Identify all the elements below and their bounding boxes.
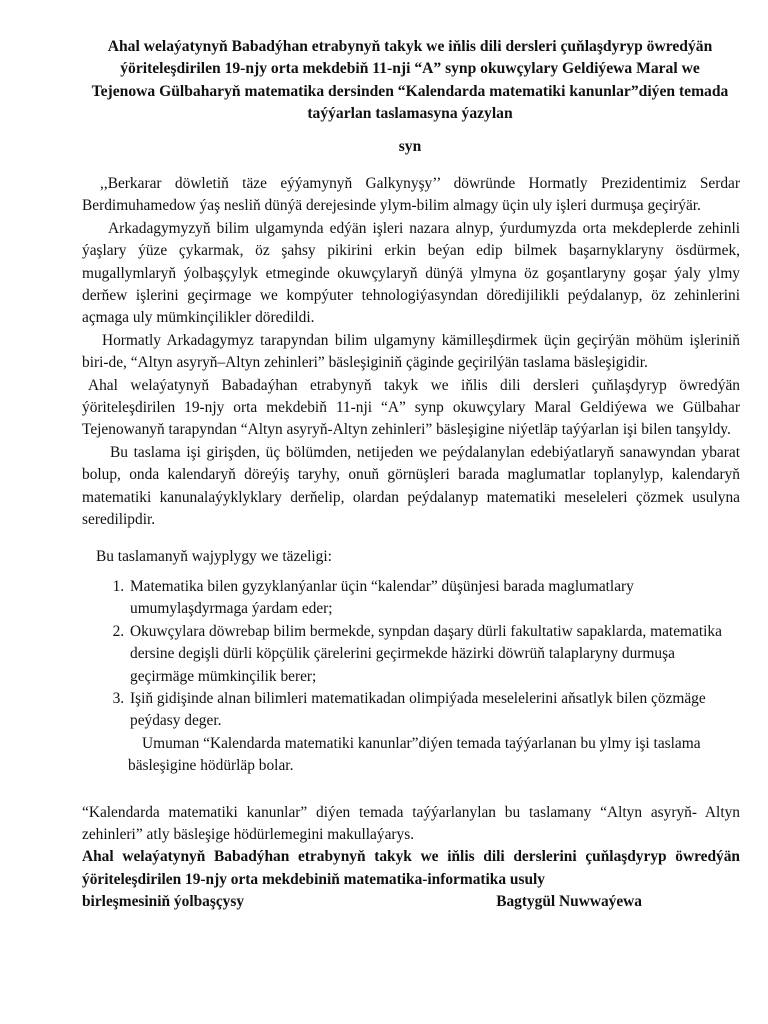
closing-paragraph: “Kalendarda matematiki kanunlar” diýen temada taýýarlanylan bu taslamany “Altyn asyryň- Altyn zehinleri” atly bäsleşige hödürlemegini makullaýarys.: [82, 803, 740, 843]
document-title: Ahal welaýatynyň Babadýhan etrabynyň takyk we iňlis dili dersleri çuňlaşdyryp öwredýän ýöriteleşdirilen 19-njy orta mekdebiň 11-nji “A” synp okuwçylary Geldiýewa Maral we Tejenowa Gülbaharyň matematika dersinden “Kalendarda matematiki kanunlar”diýen temada taýýarlan taslamasyna ýazylan: [91, 38, 729, 123]
document-subtitle: syn: [398, 138, 422, 155]
paragraph-taslama: Bu taslama işi girişden, üç bölümden, netijeden we peýdalanylan edebiýatlaryň sanawyndan ybarat bolup, onda kalendaryň döreýiş taryhy, onuň görnüşleri barada maglumatlar toplanylyp, kalendaryň matematiki kanunalaýyklyklary derňelip, olardan peýdalanyp matematiki meseleleri çözmek usulyna seredilipdir.: [82, 443, 740, 529]
list-item: 3. Işiň gidişinde alnan bilimleri matematikadan olimpiýada meselelerini aňsatlyk bilen çözmäge peýdasy deger.: [128, 688, 740, 733]
signature-block: Ahal welaýatynyň Babadýhan etrabynyň takyk we iňlis dili derslerini çuňlaşdyryp öwredýän ýöriteleşdirilen 19-njy orta mekdebiniň matematika-informatika usuly: [82, 848, 740, 888]
list-intro: Bu taslamanyň wajyplygy we täzeligi:: [96, 547, 332, 565]
document-body: [82, 173, 740, 914]
signature-role: birleşmesiniň ýolbaşçysy: [82, 893, 245, 911]
paragraph-arkadag: Arkadagymyzyň bilim ulgamynda edýän işleri nazara alnyp, ýurdumyzda orta mekdeplerde zehinli ýaşlary ýüze çykarmak, öz şahsy pikirini erkin beýan edip bilmek başarnyklaryny ösdürmek, mugallymlaryň ýolbaşçylyk etmeginde okuwçylaryň dünýä ylmyna öz goşantlaryny goşar ýaly ylmy derňew işlerini geçirmage we kompýuter tehnologiýasyndan döredijilikli peýdalanyp, öz zehinlerini açmaga uly mümkinçilikler döredildi.: [82, 219, 740, 327]
paragraph-intro: ,,Berkarar döwletiň täze eýýamynyň Galkynyşy’’ döwründe Hormatly Prezidentimiz Serdar Berdimuhamedow ýaş nesliň dünýä derejesinde ylym-bilim almagy üçin uly işleri durmuşa geçirýär.: [82, 175, 740, 215]
list-conclusion: Umuman “Kalendarda matematiki kanunlar”diýen temada taýýarlanan bu ylmy işi taslama bäsleşigine hödürläp bolar.: [128, 734, 701, 775]
signature-name: Bagtygül Nuwwaýewa: [496, 893, 642, 911]
paragraph-ahal: Ahal welaýatynyň Babadaýhan etrabynyň takyk we iňlis dili dersleri çuňlaşdyryp öwredýän ýöriteleşdirilen 19-njy orta mekdebiň 11-nji “A” synp okuwçylary Maral Geldiýewa we Gülbahar Tejenowanyň tarapyndan “Altyn asyryň-Altyn zehinleri” bäsleşigine niýetläp taýýarlan işi bilen tanşyldy.: [82, 376, 740, 439]
list-item: 2. Okuwçylara döwrebap bilim bermekde, synpdan daşary dürli fakultatiw sapaklarda, matematika dersine degişli dürli köpçülik çärelerini geçirmekde häzirki döwrüň talaplaryny durmuşa geçirmäge mümkinçilik berer;: [128, 621, 740, 688]
list-item: 1. Matematika bilen gyzyklanýanlar üçin “kalendar” düşünjesi barada maglumatlary umumylaşdyrmaga ýardam eder;: [128, 576, 740, 621]
importance-list: [82, 576, 740, 733]
signature-line: [82, 891, 740, 913]
paragraph-hormatly: Hormatly Arkadagymyz tarapyndan bilim ulgamyny kämilleşdirmek üçin geçirýän möhüm işleriniň biri-de, “Altyn asyryň–Altyn zehinleri” bäsleşiginiň çäginde geçirilýän taslama bäsleşigidir.: [82, 331, 740, 372]
